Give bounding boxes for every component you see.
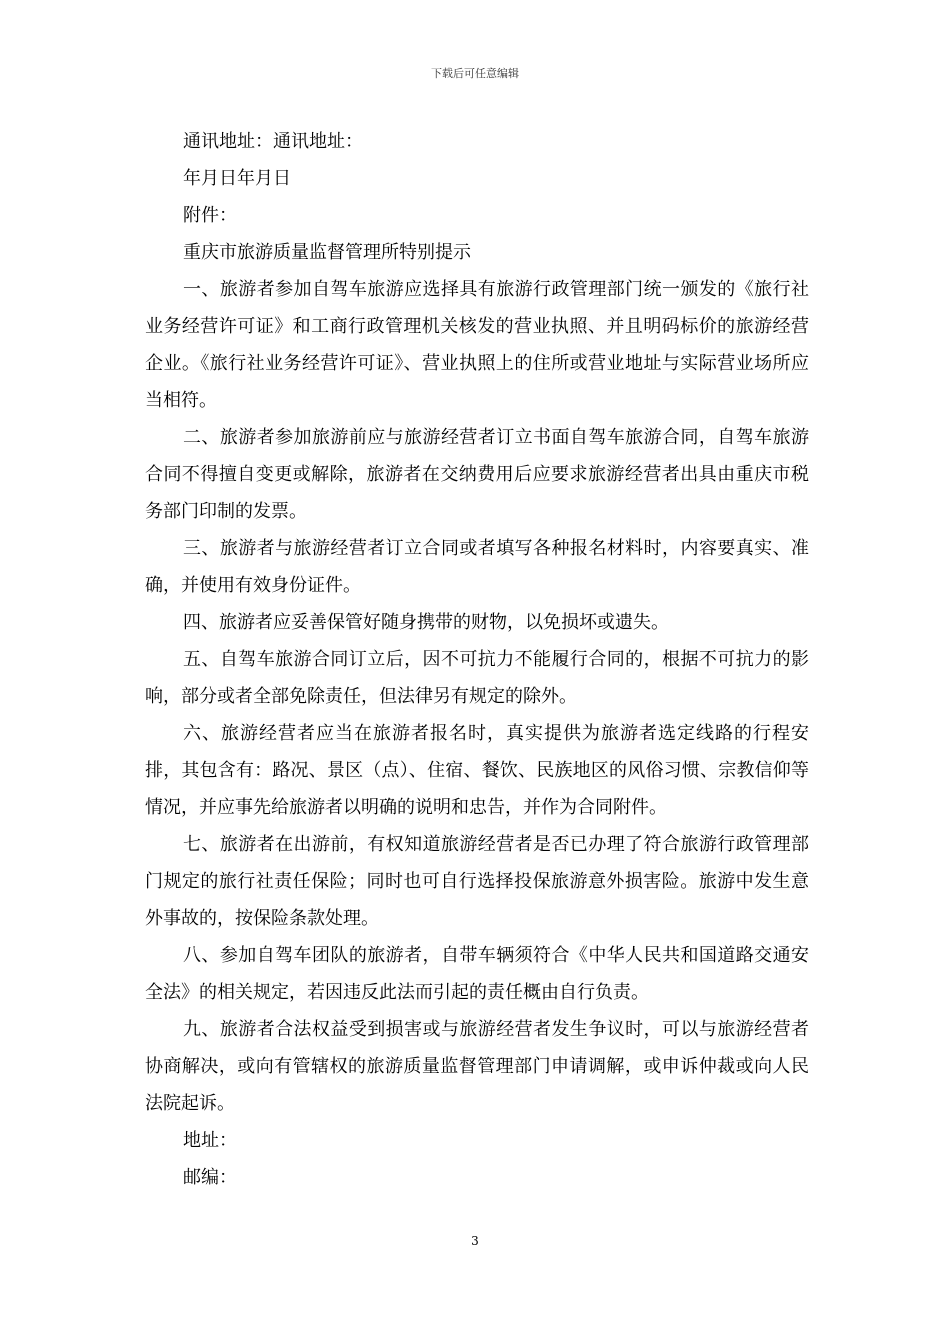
notice-title: 重庆市旅游质量监督管理所特别提示 <box>183 242 471 263</box>
notice-item: 二、旅游者参加旅游前应与旅游经营者订立书面自驾车旅游合同，自驾车旅游合同不得擅自变更或解除，旅游者在交纳费用后应要求旅游经营者出具由重庆市税务部门印制的发票。 <box>145 427 809 522</box>
notice-item: 七、旅游者在出游前，有权知道旅游经营者是否已办理了符合旅游行政管理部门规定的旅行社责任保险；同时也可自行选择投保旅游意外损害险。旅游中发生意外事故的，按保险条款处理。 <box>145 834 809 929</box>
notice-item: 五、自驾车旅游合同订立后，因不可抗力不能履行合同的，根据不可抗力的影响，部分或者全部免除责任，但法律另有规定的除外。 <box>145 649 809 707</box>
address-label: 地址： <box>183 1130 237 1151</box>
notice-item: 一、旅游者参加自驾车旅游应选择具有旅游行政管理部门统一颁发的《旅行社业务经营许可证》和工商行政管理机关核发的营业执照、并且明码标价的旅游经营企业。《旅行社业务经营许可证》、营业执照上的住所或营业地址与实际营业场所应当相符。 <box>145 279 809 411</box>
notice-item: 四、旅游者应妥善保管好随身携带的财物，以免损坏或遗失。 <box>183 612 669 633</box>
notice-item: 八、参加自驾车团队的旅游者，自带车辆须符合《中华人民共和国道路交通安全法》的相关规定，若因违反此法而引起的责任概由自行负责。 <box>145 945 809 1003</box>
page-number: 3 <box>471 1234 479 1248</box>
postcode-label: 邮编： <box>183 1167 237 1188</box>
page-header-note: 下载后可任意编辑 <box>431 67 519 80</box>
date-line: 年月日年月日 <box>183 168 291 189</box>
document-body <box>145 123 809 1196</box>
notice-item: 三、旅游者与旅游经营者订立合同或者填写各种报名材料时，内容要真实、准确，并使用有效身份证件。 <box>145 538 809 596</box>
notice-item: 九、旅游者合法权益受到损害或与旅游经营者发生争议时，可以与旅游经营者协商解决，或向有管辖权的旅游质量监督管理部门申请调解，或申诉仲裁或向人民法院起诉。 <box>145 1019 809 1114</box>
contact-address-line: 通讯地址：通讯地址： <box>183 131 363 152</box>
attachment-label: 附件： <box>183 205 237 226</box>
notice-item: 六、旅游经营者应当在旅游者报名时，真实提供为旅游者选定线路的行程安排，其包含有：路况、景区（点）、住宿、餐饮、民族地区的风俗习惯、宗教信仰等情况，并应事先给旅游者以明确的说明和忠告，并作为合同附件。 <box>145 723 809 818</box>
